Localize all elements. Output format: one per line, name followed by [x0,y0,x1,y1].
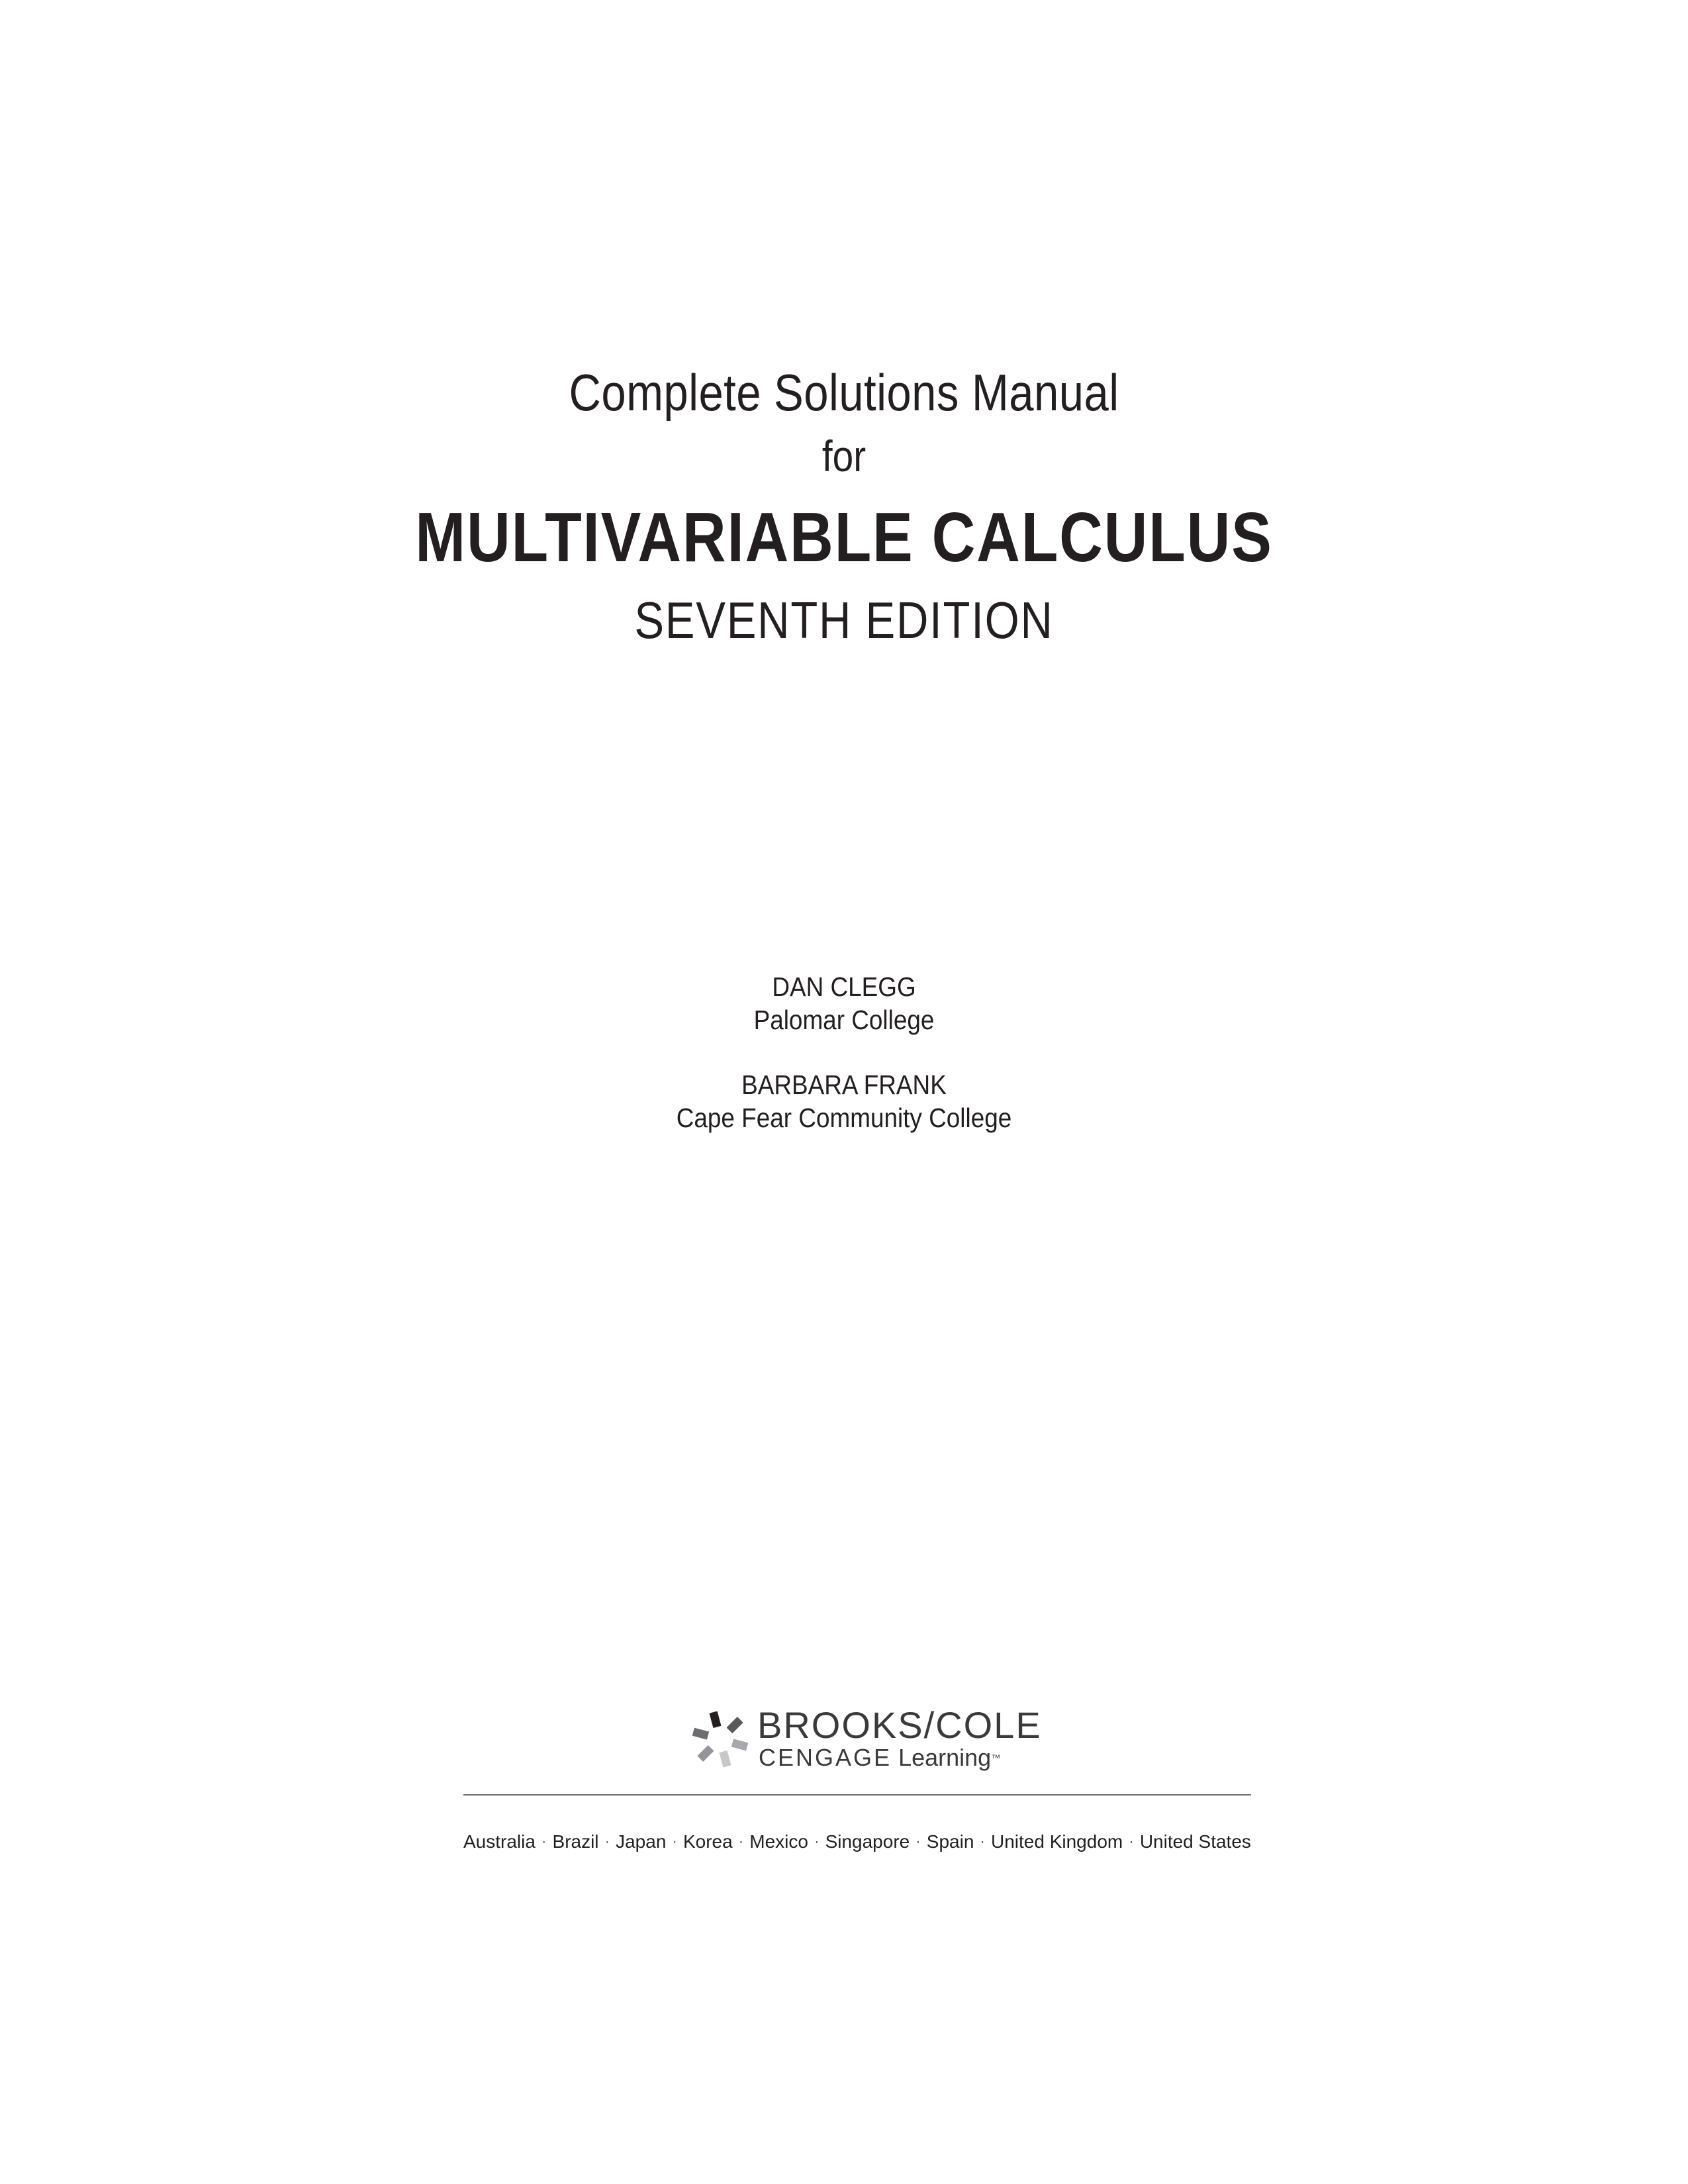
imprint-word: Learning [898,1744,992,1771]
location-item: United States [1139,1831,1251,1852]
author-block [85,1068,1604,1134]
author-name: DAN CLEGG [772,972,916,1002]
location-separator: · [915,1834,921,1849]
edition-label: SEVENTH EDITION [634,591,1054,649]
imprint-caps: CENGAGE [759,1744,892,1771]
brooks-cole-pinwheel-icon [688,1707,752,1771]
author-block [85,970,1604,1036]
book-title: MULTIVARIABLE CALCULUS [415,498,1273,576]
for-text: for [821,432,867,480]
author-name: BARBARA FRANK [741,1069,947,1100]
publisher-imprint [759,1745,1000,1771]
location-separator: · [604,1834,610,1849]
author-affiliation: Palomar College [753,1005,935,1035]
location-item: Spain [926,1831,974,1852]
publisher-brand: BROOKS/COLE [757,1704,1042,1746]
author-affiliation: Cape Fear Community College [676,1103,1012,1133]
divider-rule [463,1794,1251,1796]
location-separator: · [980,1834,985,1849]
location-item: Korea [682,1831,733,1852]
trademark-symbol: ™ [991,1752,1001,1763]
location-separator: · [739,1834,743,1849]
manual-subtitle: Complete Solutions Manual [569,363,1119,422]
location-item: Japan [616,1831,667,1852]
location-item: Brazil [552,1831,599,1852]
publisher-logo [688,1704,1042,1772]
location-item: United Kingdom [991,1831,1123,1852]
publisher-locations [463,1827,1251,1856]
location-item: Australia [463,1831,536,1852]
location-item: Mexico [749,1831,808,1852]
location-separator: · [1129,1834,1134,1849]
location-separator: · [672,1834,677,1849]
location-item: Singapore [825,1831,910,1852]
location-separator: · [541,1834,547,1849]
location-separator: · [814,1834,820,1849]
